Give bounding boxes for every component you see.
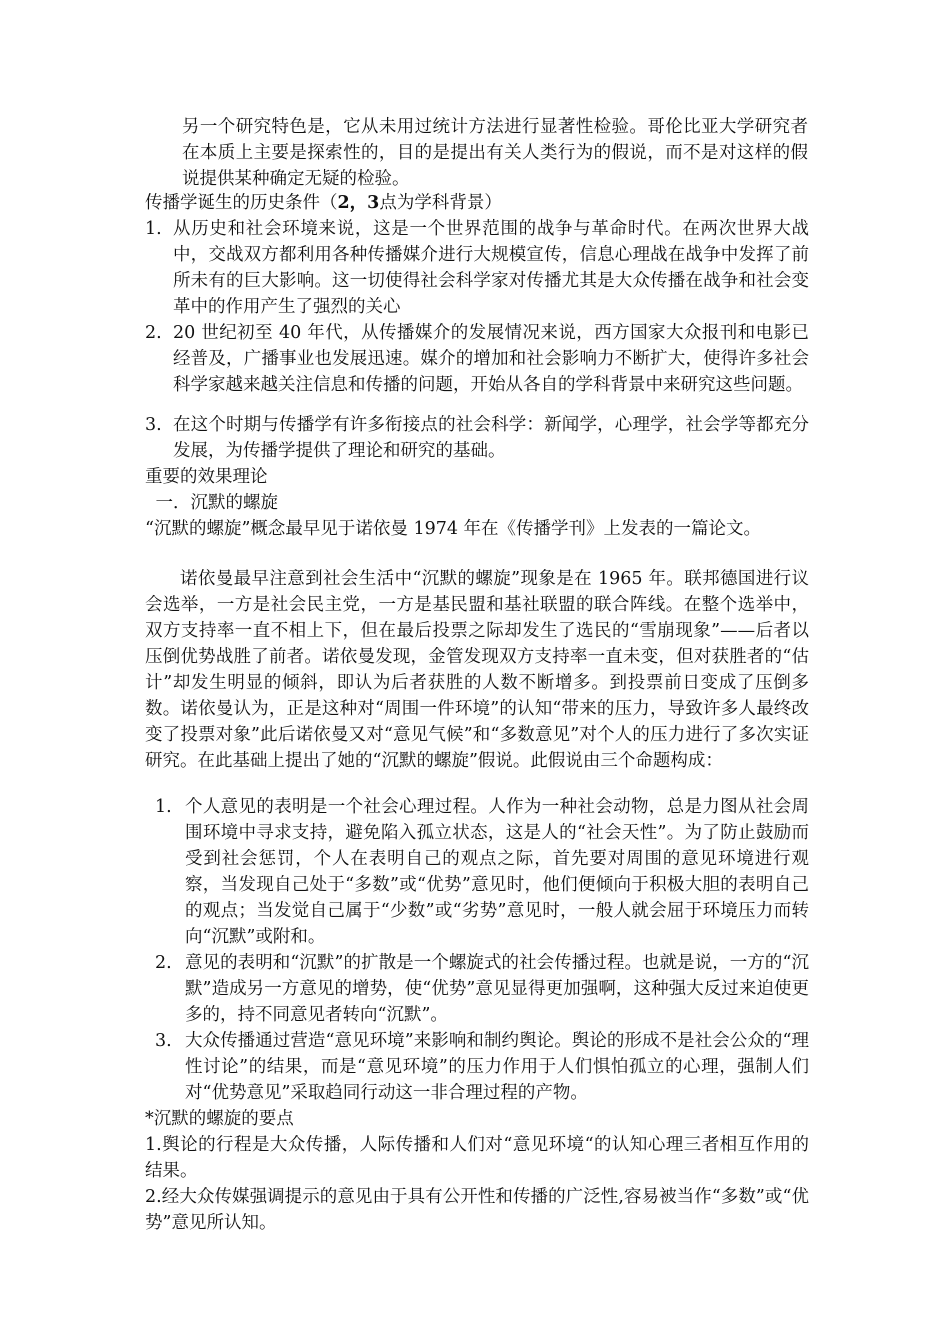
key-point-text: 2.经大众传媒强调提示的意见由于具有公开性和传播的广泛性,容易被当作“多数”或“优势”意见所认知。	[145, 1187, 809, 1233]
key-points-heading-text: *沉默的螺旋的要点	[145, 1109, 294, 1129]
section-heading-effects-text: 重要的效果理论	[145, 467, 268, 487]
proposition-item	[155, 1028, 809, 1106]
section-heading-suffix: 点为学科背景）	[379, 193, 502, 213]
proposition-text: 意见的表明和“沉默”的扩散是一个螺旋式的社会传播过程。也就是说，一方的“沉默”造成另一方意见的增势，使“优势”意见显得更加强啊，这种强大反过来迫使更多的，持不同意见者转向“沉默”。	[185, 953, 809, 1025]
key-point-text: 1.舆论的行程是大众传播，人际传播和人们对“意见环境“的认知心理三者相互作用的结果。	[145, 1135, 809, 1181]
origin-paragraph-text: “沉默的螺旋”概念最早见于诺依曼 1974 年在《传播学刊》上发表的一篇论文。	[145, 519, 762, 539]
proposition-item	[155, 794, 809, 950]
list-item	[145, 320, 809, 398]
section-heading-effects	[145, 464, 809, 490]
proposition-number: 3.	[155, 1031, 172, 1051]
section-heading-prefix: 传播学诞生的历史条件（	[145, 193, 338, 213]
list-item-number: 2.	[145, 323, 162, 343]
key-points-heading	[145, 1106, 809, 1132]
subheading-spiral-text: 一．沉默的螺旋	[155, 493, 278, 513]
story-paragraph	[145, 566, 809, 774]
key-point-item	[145, 1132, 809, 1184]
list-item-text: 从历史和社会环境来说，这是一个世界范围的战争与革命时代。在两次世界大战中，交战双方都利用各种传播媒介进行大规模宣传，信息心理战在战争中发挥了前所未有的巨大影响。这一切使得社会科学家对传播尤其是大众传播在战争和社会变革中的作用产生了强烈的关心	[173, 219, 809, 317]
origin-paragraph	[145, 516, 809, 542]
section-heading-bold: 2，3	[337, 193, 380, 213]
proposition-text: 个人意见的表明是一个社会心理过程。人作为一种社会动物，总是力图从社会周围环境中寻求支持，避免陷入孤立状态，这是人的“社会天性”。为了防止鼓励而受到社会惩罚，个人在表明自己的观点之际，首先要对周围的意见环境进行观察，当发现自己处于“多数”或“优势”意见时，他们便倾向于积极大胆的表明自己的观点；当发觉自己属于“少数”或“劣势”意见时，一般人就会屈于环境压力而转向“沉默”或附和。	[185, 797, 809, 947]
proposition-number: 2.	[155, 953, 172, 973]
list-item-number: 1.	[145, 219, 162, 239]
proposition-number: 1.	[155, 797, 172, 817]
key-point-item	[145, 1184, 809, 1236]
story-paragraph-text: 诺依曼最早注意到社会生活中“沉默的螺旋”现象是在 1965 年。联邦德国进行议会选举，一方是社会民主党，一方是基民盟和基社联盟的联合阵线。在整个选举中，双方支持率一直不相上下，但在最后投票之际却发生了选民的“雪崩现象”——后者以压倒优势战胜了前者。诺依曼发现，金管发现双方支持率一直未变，但对获胜者的“估计”却发生明显的倾斜，即认为后者获胜的人数不断增多。到投票前日变成了压倒多数。诺依曼认为，正是这种对“周围一件环境”的认知“带来的压力，导致许多人最终改变了投票对象”此后诺依曼又对“意见气候”和“多数意见”对个人的压力进行了多次实证研究。在此基础上提出了她的“沉默的螺旋”假说。此假说由三个命题构成：	[145, 569, 809, 771]
list-item-text: 20 世纪初至 40 年代，从传播媒介的发展情况来说，西方国家大众报刊和电影已经普及，广播事业也发展迅速。媒介的增加和社会影响力不断扩大，使得许多社会科学家越来越关注信息和传播的问题，开始从各自的学科背景中来研究这些问题。	[173, 323, 809, 395]
subheading-spiral	[145, 490, 809, 516]
list-item-text: 在这个时期与传播学有许多衔接点的社会科学：新闻学，心理学，社会学等都充分发展，为传播学提供了理论和研究的基础。	[173, 415, 809, 461]
intro-paragraph	[182, 114, 808, 192]
list-item	[145, 412, 809, 464]
proposition-text: 大众传播通过营造“意见环境”来影响和制约舆论。舆论的形成不是社会公众的“理性讨论”的结果，而是“意见环境”的压力作用于人们惧怕孤立的心理，强制人们对“优势意见”采取趋同行动这一非合理过程的产物。	[185, 1031, 809, 1103]
proposition-item	[155, 950, 809, 1028]
section-heading-history	[145, 190, 809, 216]
intro-paragraph-text: 另一个研究特色是，它从未用过统计方法进行显著性检验。哥伦比亚大学研究者在本质上主要是探索性的，目的是提出有关人类行为的假说，而不是对这样的假说提供某种确定无疑的检验。	[182, 117, 808, 189]
list-item	[145, 216, 809, 320]
list-item-number: 3.	[145, 415, 162, 435]
